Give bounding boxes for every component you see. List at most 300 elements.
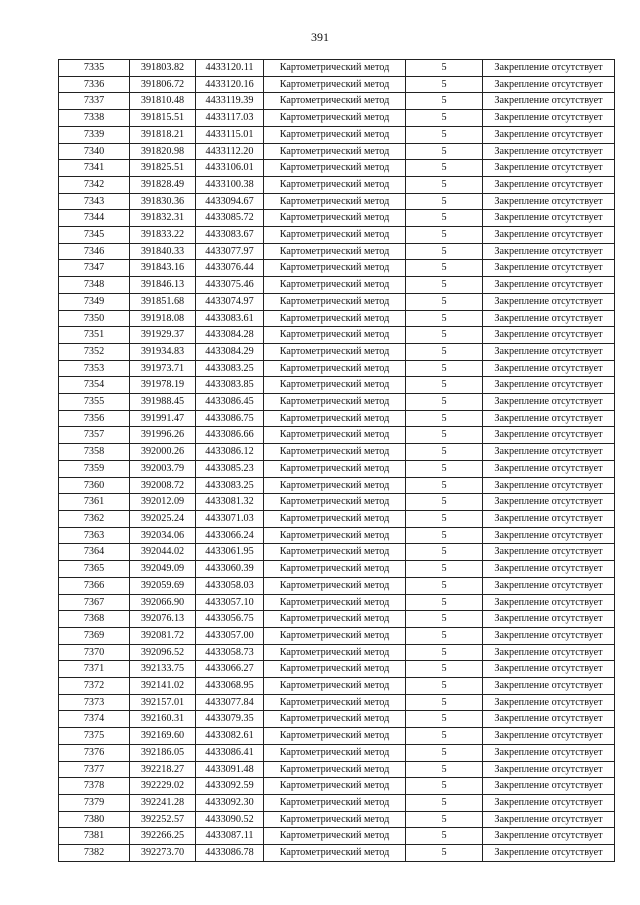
point-number-cell: 7335 bbox=[59, 60, 130, 77]
y-coordinate-cell: 4433092.59 bbox=[196, 778, 264, 795]
fixation-cell: Закрепление отсутствует bbox=[483, 794, 615, 811]
fixation-cell: Закрепление отсутствует bbox=[483, 678, 615, 695]
y-coordinate-cell: 4433086.78 bbox=[196, 845, 264, 862]
fixation-cell: Закрепление отсутствует bbox=[483, 110, 615, 127]
point-number-cell: 7365 bbox=[59, 561, 130, 578]
y-coordinate-cell: 4433083.25 bbox=[196, 477, 264, 494]
accuracy-cell: 5 bbox=[406, 794, 483, 811]
x-coordinate-cell: 392012.09 bbox=[130, 494, 196, 511]
method-cell: Картометрический метод bbox=[264, 160, 406, 177]
y-coordinate-cell: 4433066.24 bbox=[196, 527, 264, 544]
method-cell: Картометрический метод bbox=[264, 110, 406, 127]
fixation-cell: Закрепление отсутствует bbox=[483, 227, 615, 244]
y-coordinate-cell: 4433091.48 bbox=[196, 761, 264, 778]
fixation-cell: Закрепление отсутствует bbox=[483, 544, 615, 561]
point-number-cell: 7372 bbox=[59, 678, 130, 695]
y-coordinate-cell: 4433106.01 bbox=[196, 160, 264, 177]
table-row bbox=[59, 694, 615, 711]
fixation-cell: Закрепление отсутствует bbox=[483, 427, 615, 444]
table-row bbox=[59, 761, 615, 778]
table-row bbox=[59, 594, 615, 611]
accuracy-cell: 5 bbox=[406, 260, 483, 277]
fixation-cell: Закрепление отсутствует bbox=[483, 444, 615, 461]
point-number-cell: 7364 bbox=[59, 544, 130, 561]
accuracy-cell: 5 bbox=[406, 76, 483, 93]
y-coordinate-cell: 4433058.73 bbox=[196, 644, 264, 661]
y-coordinate-cell: 4433057.00 bbox=[196, 627, 264, 644]
accuracy-cell: 5 bbox=[406, 728, 483, 745]
table-row bbox=[59, 728, 615, 745]
accuracy-cell: 5 bbox=[406, 694, 483, 711]
method-cell: Картометрический метод bbox=[264, 60, 406, 77]
y-coordinate-cell: 4433083.85 bbox=[196, 377, 264, 394]
fixation-cell: Закрепление отсутствует bbox=[483, 845, 615, 862]
fixation-cell: Закрепление отсутствует bbox=[483, 76, 615, 93]
x-coordinate-cell: 391846.13 bbox=[130, 277, 196, 294]
x-coordinate-cell: 392044.02 bbox=[130, 544, 196, 561]
fixation-cell: Закрепление отсутствует bbox=[483, 510, 615, 527]
fixation-cell: Закрепление отсутствует bbox=[483, 176, 615, 193]
table-row bbox=[59, 460, 615, 477]
fixation-cell: Закрепление отсутствует bbox=[483, 93, 615, 110]
table-row bbox=[59, 611, 615, 628]
x-coordinate-cell: 392252.57 bbox=[130, 811, 196, 828]
x-coordinate-cell: 392141.02 bbox=[130, 678, 196, 695]
y-coordinate-cell: 4433066.27 bbox=[196, 661, 264, 678]
point-number-cell: 7353 bbox=[59, 360, 130, 377]
accuracy-cell: 5 bbox=[406, 544, 483, 561]
x-coordinate-cell: 392076.13 bbox=[130, 611, 196, 628]
x-coordinate-cell: 391996.26 bbox=[130, 427, 196, 444]
method-cell: Картометрический метод bbox=[264, 460, 406, 477]
fixation-cell: Закрепление отсутствует bbox=[483, 310, 615, 327]
x-coordinate-cell: 392133.75 bbox=[130, 661, 196, 678]
x-coordinate-cell: 391851.68 bbox=[130, 293, 196, 310]
table-row bbox=[59, 126, 615, 143]
point-number-cell: 7350 bbox=[59, 310, 130, 327]
y-coordinate-cell: 4433074.97 bbox=[196, 293, 264, 310]
point-number-cell: 7377 bbox=[59, 761, 130, 778]
x-coordinate-cell: 391832.31 bbox=[130, 210, 196, 227]
point-number-cell: 7336 bbox=[59, 76, 130, 93]
accuracy-cell: 5 bbox=[406, 444, 483, 461]
table-row bbox=[59, 828, 615, 845]
accuracy-cell: 5 bbox=[406, 243, 483, 260]
table-row bbox=[59, 644, 615, 661]
point-number-cell: 7375 bbox=[59, 728, 130, 745]
fixation-cell: Закрепление отсутствует bbox=[483, 527, 615, 544]
y-coordinate-cell: 4433092.30 bbox=[196, 794, 264, 811]
table-row bbox=[59, 310, 615, 327]
method-cell: Картометрический метод bbox=[264, 410, 406, 427]
y-coordinate-cell: 4433057.10 bbox=[196, 594, 264, 611]
fixation-cell: Закрепление отсутствует bbox=[483, 143, 615, 160]
fixation-cell: Закрепление отсутствует bbox=[483, 711, 615, 728]
x-coordinate-cell: 392157.01 bbox=[130, 694, 196, 711]
point-number-cell: 7343 bbox=[59, 193, 130, 210]
method-cell: Картометрический метод bbox=[264, 76, 406, 93]
x-coordinate-cell: 392229.02 bbox=[130, 778, 196, 795]
table-row bbox=[59, 160, 615, 177]
method-cell: Картометрический метод bbox=[264, 744, 406, 761]
fixation-cell: Закрепление отсутствует bbox=[483, 811, 615, 828]
method-cell: Картометрический метод bbox=[264, 761, 406, 778]
table-row bbox=[59, 210, 615, 227]
fixation-cell: Закрепление отсутствует bbox=[483, 293, 615, 310]
y-coordinate-cell: 4433120.16 bbox=[196, 76, 264, 93]
method-cell: Картометрический метод bbox=[264, 544, 406, 561]
table-row bbox=[59, 477, 615, 494]
method-cell: Картометрический метод bbox=[264, 193, 406, 210]
x-coordinate-cell: 392266.25 bbox=[130, 828, 196, 845]
accuracy-cell: 5 bbox=[406, 126, 483, 143]
x-coordinate-cell: 391934.83 bbox=[130, 343, 196, 360]
point-number-cell: 7349 bbox=[59, 293, 130, 310]
accuracy-cell: 5 bbox=[406, 93, 483, 110]
accuracy-cell: 5 bbox=[406, 110, 483, 127]
table-row bbox=[59, 360, 615, 377]
table-row bbox=[59, 76, 615, 93]
x-coordinate-cell: 392241.28 bbox=[130, 794, 196, 811]
fixation-cell: Закрепление отсутствует bbox=[483, 277, 615, 294]
point-number-cell: 7356 bbox=[59, 410, 130, 427]
accuracy-cell: 5 bbox=[406, 427, 483, 444]
fixation-cell: Закрепление отсутствует bbox=[483, 494, 615, 511]
table-row bbox=[59, 561, 615, 578]
accuracy-cell: 5 bbox=[406, 343, 483, 360]
method-cell: Картометрический метод bbox=[264, 577, 406, 594]
accuracy-cell: 5 bbox=[406, 293, 483, 310]
fixation-cell: Закрепление отсутствует bbox=[483, 594, 615, 611]
table-row bbox=[59, 794, 615, 811]
fixation-cell: Закрепление отсутствует bbox=[483, 394, 615, 411]
accuracy-cell: 5 bbox=[406, 611, 483, 628]
x-coordinate-cell: 391815.51 bbox=[130, 110, 196, 127]
table-row bbox=[59, 711, 615, 728]
fixation-cell: Закрепление отсутствует bbox=[483, 410, 615, 427]
table-row bbox=[59, 744, 615, 761]
point-number-cell: 7366 bbox=[59, 577, 130, 594]
table-row bbox=[59, 293, 615, 310]
x-coordinate-cell: 391973.71 bbox=[130, 360, 196, 377]
method-cell: Картометрический метод bbox=[264, 93, 406, 110]
method-cell: Картометрический метод bbox=[264, 343, 406, 360]
fixation-cell: Закрепление отсутствует bbox=[483, 627, 615, 644]
y-coordinate-cell: 4433086.45 bbox=[196, 394, 264, 411]
table-row bbox=[59, 93, 615, 110]
method-cell: Картометрический метод bbox=[264, 176, 406, 193]
point-number-cell: 7363 bbox=[59, 527, 130, 544]
method-cell: Картометрический метод bbox=[264, 444, 406, 461]
x-coordinate-cell: 392059.69 bbox=[130, 577, 196, 594]
point-number-cell: 7342 bbox=[59, 176, 130, 193]
fixation-cell: Закрепление отсутствует bbox=[483, 728, 615, 745]
method-cell: Картометрический метод bbox=[264, 611, 406, 628]
point-number-cell: 7376 bbox=[59, 744, 130, 761]
x-coordinate-cell: 391810.48 bbox=[130, 93, 196, 110]
fixation-cell: Закрепление отсутствует bbox=[483, 60, 615, 77]
table-row bbox=[59, 444, 615, 461]
x-coordinate-cell: 391830.36 bbox=[130, 193, 196, 210]
point-number-cell: 7374 bbox=[59, 711, 130, 728]
fixation-cell: Закрепление отсутствует bbox=[483, 360, 615, 377]
x-coordinate-cell: 391820.98 bbox=[130, 143, 196, 160]
table-row bbox=[59, 327, 615, 344]
table-row bbox=[59, 678, 615, 695]
method-cell: Картометрический метод bbox=[264, 828, 406, 845]
y-coordinate-cell: 4433082.61 bbox=[196, 728, 264, 745]
y-coordinate-cell: 4433085.72 bbox=[196, 210, 264, 227]
point-number-cell: 7373 bbox=[59, 694, 130, 711]
accuracy-cell: 5 bbox=[406, 811, 483, 828]
accuracy-cell: 5 bbox=[406, 377, 483, 394]
point-number-cell: 7341 bbox=[59, 160, 130, 177]
fixation-cell: Закрепление отсутствует bbox=[483, 210, 615, 227]
y-coordinate-cell: 4433068.95 bbox=[196, 678, 264, 695]
accuracy-cell: 5 bbox=[406, 310, 483, 327]
y-coordinate-cell: 4433071.03 bbox=[196, 510, 264, 527]
method-cell: Картометрический метод bbox=[264, 227, 406, 244]
table-row bbox=[59, 176, 615, 193]
method-cell: Картометрический метод bbox=[264, 327, 406, 344]
point-number-cell: 7348 bbox=[59, 277, 130, 294]
y-coordinate-cell: 4433087.11 bbox=[196, 828, 264, 845]
accuracy-cell: 5 bbox=[406, 494, 483, 511]
x-coordinate-cell: 391806.72 bbox=[130, 76, 196, 93]
y-coordinate-cell: 4433086.41 bbox=[196, 744, 264, 761]
page-number: 391 bbox=[311, 30, 329, 44]
fixation-cell: Закрепление отсутствует bbox=[483, 260, 615, 277]
fixation-cell: Закрепление отсутствует bbox=[483, 661, 615, 678]
accuracy-cell: 5 bbox=[406, 477, 483, 494]
x-coordinate-cell: 392160.31 bbox=[130, 711, 196, 728]
table-row bbox=[59, 277, 615, 294]
method-cell: Картометрический метод bbox=[264, 527, 406, 544]
method-cell: Картометрический метод bbox=[264, 811, 406, 828]
y-coordinate-cell: 4433115.01 bbox=[196, 126, 264, 143]
y-coordinate-cell: 4433077.97 bbox=[196, 243, 264, 260]
table-row bbox=[59, 110, 615, 127]
x-coordinate-cell: 392096.52 bbox=[130, 644, 196, 661]
method-cell: Картометрический метод bbox=[264, 728, 406, 745]
fixation-cell: Закрепление отсутствует bbox=[483, 611, 615, 628]
x-coordinate-cell: 392218.27 bbox=[130, 761, 196, 778]
method-cell: Картометрический метод bbox=[264, 694, 406, 711]
fixation-cell: Закрепление отсутствует bbox=[483, 343, 615, 360]
accuracy-cell: 5 bbox=[406, 561, 483, 578]
accuracy-cell: 5 bbox=[406, 510, 483, 527]
fixation-cell: Закрепление отсутствует bbox=[483, 327, 615, 344]
accuracy-cell: 5 bbox=[406, 678, 483, 695]
method-cell: Картометрический метод bbox=[264, 243, 406, 260]
table-row bbox=[59, 627, 615, 644]
x-coordinate-cell: 391918.08 bbox=[130, 310, 196, 327]
x-coordinate-cell: 392000.26 bbox=[130, 444, 196, 461]
accuracy-cell: 5 bbox=[406, 460, 483, 477]
y-coordinate-cell: 4433086.66 bbox=[196, 427, 264, 444]
y-coordinate-cell: 4433086.75 bbox=[196, 410, 264, 427]
x-coordinate-cell: 391843.16 bbox=[130, 260, 196, 277]
method-cell: Картометрический метод bbox=[264, 778, 406, 795]
point-number-cell: 7382 bbox=[59, 845, 130, 862]
point-number-cell: 7346 bbox=[59, 243, 130, 260]
method-cell: Картометрический метод bbox=[264, 126, 406, 143]
x-coordinate-cell: 392008.72 bbox=[130, 477, 196, 494]
y-coordinate-cell: 4433084.29 bbox=[196, 343, 264, 360]
accuracy-cell: 5 bbox=[406, 327, 483, 344]
fixation-cell: Закрепление отсутствует bbox=[483, 243, 615, 260]
y-coordinate-cell: 4433084.28 bbox=[196, 327, 264, 344]
fixation-cell: Закрепление отсутствует bbox=[483, 577, 615, 594]
x-coordinate-cell: 391825.51 bbox=[130, 160, 196, 177]
coordinates-table bbox=[58, 59, 615, 862]
table-row bbox=[59, 778, 615, 795]
table-row bbox=[59, 577, 615, 594]
point-number-cell: 7369 bbox=[59, 627, 130, 644]
table-row bbox=[59, 227, 615, 244]
method-cell: Картометрический метод bbox=[264, 845, 406, 862]
accuracy-cell: 5 bbox=[406, 577, 483, 594]
y-coordinate-cell: 4433094.67 bbox=[196, 193, 264, 210]
method-cell: Картометрический метод bbox=[264, 494, 406, 511]
method-cell: Картометрический метод bbox=[264, 210, 406, 227]
accuracy-cell: 5 bbox=[406, 594, 483, 611]
method-cell: Картометрический метод bbox=[264, 594, 406, 611]
table-row bbox=[59, 811, 615, 828]
accuracy-cell: 5 bbox=[406, 360, 483, 377]
table-row bbox=[59, 343, 615, 360]
point-number-cell: 7354 bbox=[59, 377, 130, 394]
point-number-cell: 7359 bbox=[59, 460, 130, 477]
y-coordinate-cell: 4433086.12 bbox=[196, 444, 264, 461]
point-number-cell: 7362 bbox=[59, 510, 130, 527]
x-coordinate-cell: 391803.82 bbox=[130, 60, 196, 77]
x-coordinate-cell: 391978.19 bbox=[130, 377, 196, 394]
method-cell: Картометрический метод bbox=[264, 277, 406, 294]
x-coordinate-cell: 391833.22 bbox=[130, 227, 196, 244]
point-number-cell: 7371 bbox=[59, 661, 130, 678]
accuracy-cell: 5 bbox=[406, 627, 483, 644]
point-number-cell: 7345 bbox=[59, 227, 130, 244]
accuracy-cell: 5 bbox=[406, 711, 483, 728]
point-number-cell: 7370 bbox=[59, 644, 130, 661]
y-coordinate-cell: 4433090.52 bbox=[196, 811, 264, 828]
table-row bbox=[59, 243, 615, 260]
accuracy-cell: 5 bbox=[406, 60, 483, 77]
table-body bbox=[59, 60, 615, 862]
y-coordinate-cell: 4433117.03 bbox=[196, 110, 264, 127]
method-cell: Картометрический метод bbox=[264, 661, 406, 678]
x-coordinate-cell: 391818.21 bbox=[130, 126, 196, 143]
point-number-cell: 7347 bbox=[59, 260, 130, 277]
method-cell: Картометрический метод bbox=[264, 143, 406, 160]
y-coordinate-cell: 4433083.61 bbox=[196, 310, 264, 327]
table-row bbox=[59, 410, 615, 427]
point-number-cell: 7344 bbox=[59, 210, 130, 227]
y-coordinate-cell: 4433060.39 bbox=[196, 561, 264, 578]
accuracy-cell: 5 bbox=[406, 828, 483, 845]
table-row bbox=[59, 544, 615, 561]
point-number-cell: 7355 bbox=[59, 394, 130, 411]
accuracy-cell: 5 bbox=[406, 845, 483, 862]
method-cell: Картометрический метод bbox=[264, 427, 406, 444]
fixation-cell: Закрепление отсутствует bbox=[483, 377, 615, 394]
accuracy-cell: 5 bbox=[406, 394, 483, 411]
fixation-cell: Закрепление отсутствует bbox=[483, 477, 615, 494]
y-coordinate-cell: 4433056.75 bbox=[196, 611, 264, 628]
y-coordinate-cell: 4433085.23 bbox=[196, 460, 264, 477]
y-coordinate-cell: 4433061.95 bbox=[196, 544, 264, 561]
point-number-cell: 7378 bbox=[59, 778, 130, 795]
fixation-cell: Закрепление отсутствует bbox=[483, 694, 615, 711]
table-row bbox=[59, 427, 615, 444]
accuracy-cell: 5 bbox=[406, 176, 483, 193]
table-row bbox=[59, 494, 615, 511]
fixation-cell: Закрепление отсутствует bbox=[483, 160, 615, 177]
accuracy-cell: 5 bbox=[406, 644, 483, 661]
y-coordinate-cell: 4433058.03 bbox=[196, 577, 264, 594]
method-cell: Картометрический метод bbox=[264, 644, 406, 661]
accuracy-cell: 5 bbox=[406, 744, 483, 761]
method-cell: Картометрический метод bbox=[264, 627, 406, 644]
y-coordinate-cell: 4433081.32 bbox=[196, 494, 264, 511]
point-number-cell: 7361 bbox=[59, 494, 130, 511]
method-cell: Картометрический метод bbox=[264, 377, 406, 394]
y-coordinate-cell: 4433120.11 bbox=[196, 60, 264, 77]
fixation-cell: Закрепление отсутствует bbox=[483, 193, 615, 210]
point-number-cell: 7379 bbox=[59, 794, 130, 811]
method-cell: Картометрический метод bbox=[264, 310, 406, 327]
point-number-cell: 7340 bbox=[59, 143, 130, 160]
y-coordinate-cell: 4433079.35 bbox=[196, 711, 264, 728]
y-coordinate-cell: 4433076.44 bbox=[196, 260, 264, 277]
x-coordinate-cell: 391828.49 bbox=[130, 176, 196, 193]
x-coordinate-cell: 392025.24 bbox=[130, 510, 196, 527]
method-cell: Картометрический метод bbox=[264, 711, 406, 728]
table-row bbox=[59, 394, 615, 411]
fixation-cell: Закрепление отсутствует bbox=[483, 126, 615, 143]
table-row bbox=[59, 193, 615, 210]
table-row bbox=[59, 60, 615, 77]
method-cell: Картометрический метод bbox=[264, 360, 406, 377]
y-coordinate-cell: 4433075.46 bbox=[196, 277, 264, 294]
accuracy-cell: 5 bbox=[406, 193, 483, 210]
point-number-cell: 7360 bbox=[59, 477, 130, 494]
table-row bbox=[59, 510, 615, 527]
method-cell: Картометрический метод bbox=[264, 293, 406, 310]
accuracy-cell: 5 bbox=[406, 277, 483, 294]
y-coordinate-cell: 4433083.25 bbox=[196, 360, 264, 377]
x-coordinate-cell: 392034.06 bbox=[130, 527, 196, 544]
accuracy-cell: 5 bbox=[406, 143, 483, 160]
method-cell: Картометрический метод bbox=[264, 260, 406, 277]
table-row bbox=[59, 260, 615, 277]
x-coordinate-cell: 391840.33 bbox=[130, 243, 196, 260]
method-cell: Картометрический метод bbox=[264, 477, 406, 494]
point-number-cell: 7367 bbox=[59, 594, 130, 611]
x-coordinate-cell: 392049.09 bbox=[130, 561, 196, 578]
fixation-cell: Закрепление отсутствует bbox=[483, 744, 615, 761]
table-row bbox=[59, 845, 615, 862]
point-number-cell: 7368 bbox=[59, 611, 130, 628]
fixation-cell: Закрепление отсутствует bbox=[483, 644, 615, 661]
point-number-cell: 7338 bbox=[59, 110, 130, 127]
y-coordinate-cell: 4433119.39 bbox=[196, 93, 264, 110]
method-cell: Картометрический метод bbox=[264, 794, 406, 811]
method-cell: Картометрический метод bbox=[264, 510, 406, 527]
fixation-cell: Закрепление отсутствует bbox=[483, 561, 615, 578]
y-coordinate-cell: 4433077.84 bbox=[196, 694, 264, 711]
